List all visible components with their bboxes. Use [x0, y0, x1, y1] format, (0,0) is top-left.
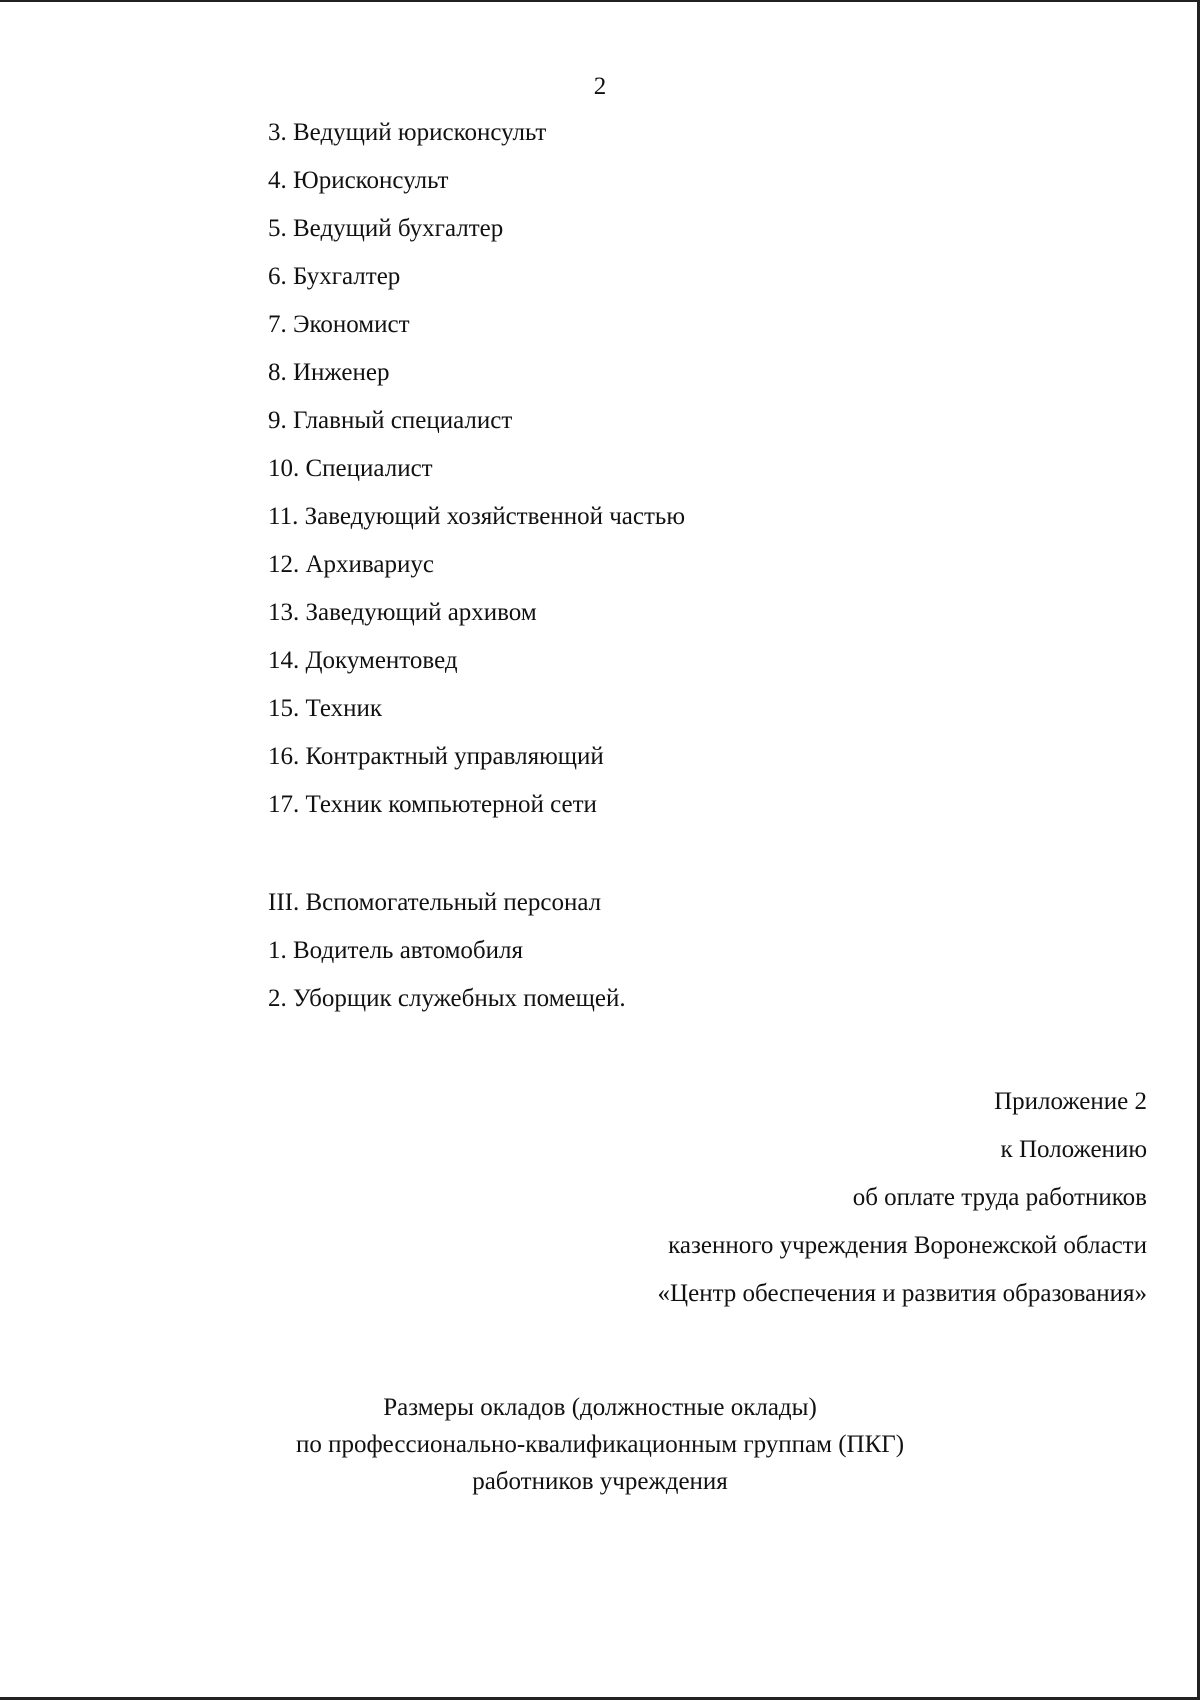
list-item: 1. Водитель автомобиля [268, 937, 523, 964]
appendix-line: об оплате труда работников [852, 1184, 1147, 1211]
appendix-line: Приложение 2 [994, 1088, 1147, 1115]
appendix-header [658, 1087, 1147, 1327]
title-line: Размеры окладов (должностные оклады) [383, 1394, 817, 1421]
list-item: 6. Бухгалтер [268, 263, 401, 290]
list-item: 10. Специалист [268, 455, 433, 482]
positions-list [268, 118, 685, 838]
list-item: 13. Заведующий архивом [268, 599, 537, 626]
support-staff-section [268, 888, 626, 1032]
list-item: 15. Техник [268, 695, 382, 722]
document-title [0, 1393, 1200, 1504]
appendix-line: к Положению [1000, 1136, 1147, 1163]
list-item: 4. Юрисконсульт [268, 167, 449, 194]
list-item: 3. Ведущий юрисконсульт [268, 119, 547, 146]
list-item: 5. Ведущий бухгалтер [268, 215, 504, 242]
page-number: 2 [593, 73, 607, 100]
appendix-line: казенного учреждения Воронежской области [668, 1232, 1147, 1259]
list-item: 17. Техник компьютерной сети [268, 791, 597, 818]
title-line: по профессионально-квалификационным группам (ПКГ) [295, 1431, 905, 1458]
appendix-line: «Центр обеспечения и развития образования» [657, 1280, 1147, 1307]
support-staff-list [268, 936, 626, 1032]
list-item: 12. Архивариус [268, 551, 434, 578]
title-line: работников учреждения [472, 1468, 728, 1495]
list-item: 7. Экономист [268, 311, 410, 338]
list-item: 8. Инженер [268, 359, 390, 386]
list-item: 16. Контрактный управляющий [268, 743, 604, 770]
section-heading: III. Вспомогательный персонал [268, 889, 602, 916]
list-item: 14. Документовед [268, 647, 458, 674]
list-item: 2. Уборщик служебных помещей. [268, 985, 626, 1012]
list-item: 9. Главный специалист [268, 407, 513, 434]
list-item: 11. Заведующий хозяйственной частью [268, 503, 686, 530]
